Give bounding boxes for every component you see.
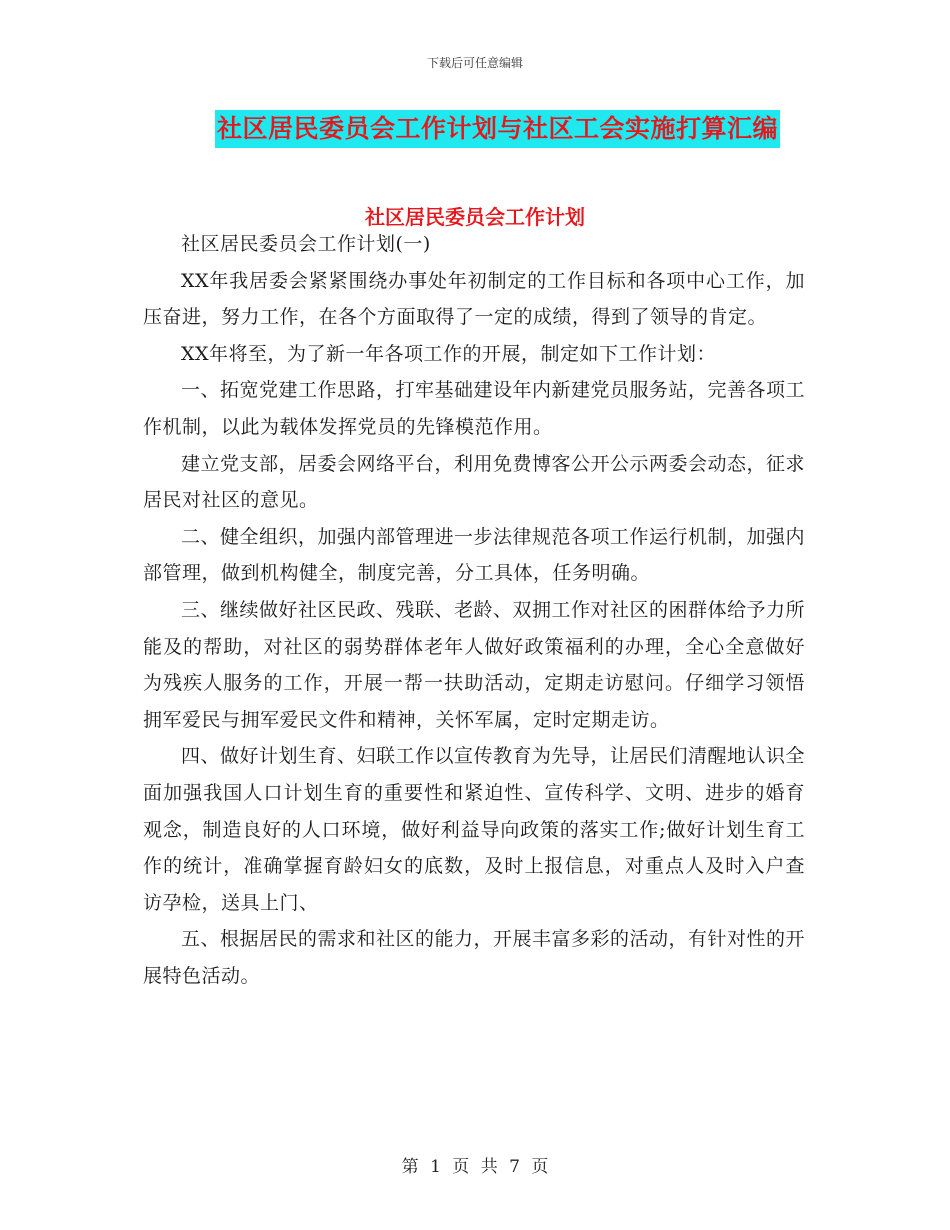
paragraph: 二、健全组织，加强内部管理进一步法律规范各项工作运行机制，加强内部管理，做到机构健全，制度完善，分工具体，任务明确。 bbox=[143, 525, 806, 585]
paragraph: XX年将至，为了新一年各项工作的开展，制定如下工作计划： bbox=[181, 342, 717, 365]
paragraph: 三、继续做好社区民政、残联、老龄、双拥工作对社区的困群体给予力所能及的帮助，对社区的弱势群体老年人做好政策福利的办理，全心全意做好为残疾人服务的工作，开展一帮一扶助活动，定期走访慰问。仔细学习领悟拥军爱民与拥军爱民文件和精神，关怀军属，定时定期走访。 bbox=[143, 598, 806, 731]
paragraph: 一、拓宽党建工作思路，打牢基础建设年内新建党员服务站，完善各项工作机制，以此为载体发挥党员的先锋模范作用。 bbox=[143, 379, 806, 438]
section-title: 社区居民委员会工作计划 bbox=[365, 205, 585, 229]
page-number: 第 1 页 共 7 页 bbox=[401, 1157, 549, 1177]
header-note: 下载后可任意编辑 bbox=[426, 56, 523, 70]
paragraph: 建立党支部，居委会网络平台，利用免费博客公开公示两委会动态，征求居民对社区的意见。 bbox=[143, 452, 806, 512]
document-body bbox=[143, 226, 805, 994]
paragraph: XX年我居委会紧紧围绕办事处年初制定的工作目标和各项中心工作，加压奋进，努力工作，在各个方面取得了一定的成绩，得到了领导的肯定。 bbox=[143, 269, 805, 329]
paragraph: 四、做好计划生育、妇联工作以宣传教育为先导，让居民们清醒地认识全面加强我国人口计划生育的重要性和紧迫性、宣传科学、文明、进步的婚育观念，制造良好的人口环境，做好利益导向政策的落实工作;做好计划生育工作的统计，准确掌握育龄妇女的底数，及时上报信息，对重点人及时入户查访孕检，送具上门、 bbox=[143, 745, 806, 914]
document-title: 社区居民委员会工作计划与社区工会实施打算汇编 bbox=[215, 110, 780, 148]
paragraph: 五、根据居民的需求和社区的能力，开展丰富多彩的活动，有针对性的开展特色活动。 bbox=[143, 928, 806, 987]
paragraph-heading: 社区居民委员会工作计划(一) bbox=[181, 233, 431, 255]
title-container bbox=[0, 110, 950, 148]
